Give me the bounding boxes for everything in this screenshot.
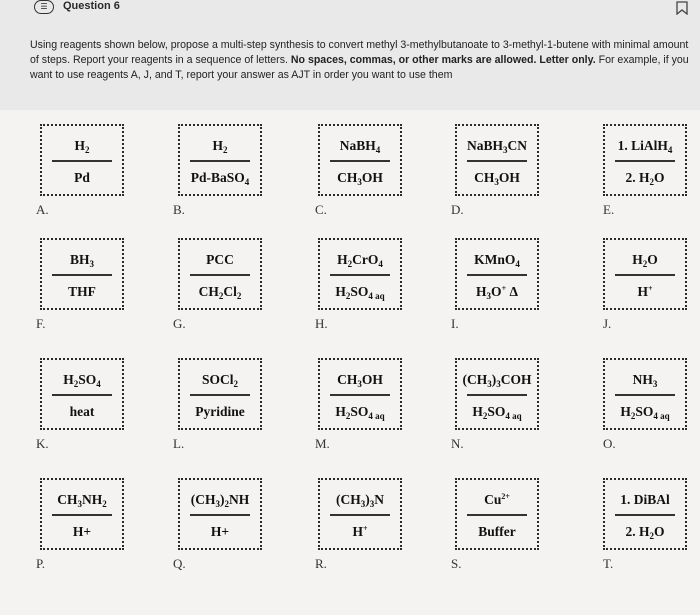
- reagent-bottom: 2. $H_2O$: [625, 524, 665, 541]
- question-prompt: [30, 38, 694, 83]
- reaction-bar: [52, 274, 112, 276]
- reaction-bar: [615, 394, 675, 396]
- reagent-bottom: $H_2SO_{4 aq}$: [620, 404, 670, 421]
- reagent-box-j: [603, 238, 687, 310]
- reagent-box-t: [603, 478, 687, 550]
- reaction-bar: [467, 160, 527, 162]
- reagent-box-d: [455, 124, 539, 196]
- reagent-letter: L.: [173, 436, 185, 451]
- reaction-bar: [52, 160, 112, 162]
- reagent-letter: K.: [36, 436, 49, 451]
- reagent-top: 1. LiAlH$_4$: [617, 138, 673, 155]
- reagent-bottom: $CH_2Cl_2$: [198, 284, 242, 301]
- reaction-bar: [330, 394, 390, 396]
- reaction-bar: [615, 274, 675, 276]
- prompt-bold: No spaces, commas, or other marks are allowed. Letter only.: [290, 54, 596, 66]
- reagent-bottom: Buffer: [478, 524, 516, 539]
- reagent-bottom: $CH_3OH$: [474, 170, 520, 187]
- reagent-bottom: H+: [210, 524, 230, 539]
- question-header: [0, 0, 700, 20]
- reagent-top: $CH_3NH_2$: [57, 492, 107, 509]
- reagent-box-e: [603, 124, 687, 196]
- reagent-box-l: [178, 358, 262, 430]
- reagent-box-s: [455, 478, 539, 550]
- reagent-letter: Q.: [173, 556, 186, 571]
- reagent-bottom: H+: [352, 524, 368, 539]
- reagent-box-h: [318, 238, 402, 310]
- reagent-top: $H_2SO_4$: [63, 372, 101, 389]
- reagent-box-o: [603, 358, 687, 430]
- reagent-letter: B.: [173, 202, 185, 217]
- reagent-top: KMnO$_4$: [474, 252, 520, 269]
- reaction-bar: [615, 514, 675, 516]
- question-title: Question 6: [63, 0, 120, 12]
- prompt-text-2: For example, if you want to use reagents A, J, and T, report your answer as AJT in order you want to use them: [30, 54, 689, 81]
- reaction-bar: [52, 394, 112, 396]
- reaction-bar: [615, 160, 675, 162]
- reaction-bar: [52, 514, 112, 516]
- reagent-box-m: [318, 358, 402, 430]
- reagent-top: PCC: [206, 252, 234, 267]
- reagent-bottom: Pd: [74, 170, 90, 185]
- reagent-top: $CH_3OH$: [337, 372, 383, 389]
- reagent-top: $BH_3$: [69, 252, 94, 269]
- reagent-top: $Cu^{2+}$: [484, 492, 510, 507]
- reagent-box-r: [318, 478, 402, 550]
- reagent-letter: H.: [315, 316, 328, 331]
- reaction-bar: [330, 514, 390, 516]
- reagent-bottom: heat: [69, 404, 95, 419]
- reagent-box-k: [40, 358, 124, 430]
- reagent-box-i: [455, 238, 539, 310]
- reagent-box-b: [178, 124, 262, 196]
- reagent-letter: S.: [451, 556, 462, 571]
- reaction-bar: [467, 394, 527, 396]
- reagent-box-p: [40, 478, 124, 550]
- reagent-letter: G.: [173, 316, 186, 331]
- reagent-bottom: Pd-BaSO$_4$: [190, 170, 250, 187]
- reagent-bottom: 2. $H_2O$: [625, 170, 665, 187]
- reagent-box-g: [178, 238, 262, 310]
- reagent-letter: P.: [36, 556, 46, 571]
- reaction-bar: [330, 274, 390, 276]
- reagent-box-c: [318, 124, 402, 196]
- reagent-bottom: $CH_3OH$: [337, 170, 383, 187]
- reagent-top: $(CH_3)_3N$: [336, 492, 384, 509]
- reagent-letter: T.: [603, 556, 614, 571]
- reagent-box-n: [455, 358, 539, 430]
- reagent-letter: O.: [603, 436, 616, 451]
- reagent-letter: N.: [451, 436, 464, 451]
- reagent-top: $H_2$: [212, 138, 228, 155]
- reagent-top: 1. DiBAl: [620, 492, 670, 507]
- reaction-bar: [190, 160, 250, 162]
- bookmark-icon[interactable]: [676, 1, 688, 15]
- prompt-text: Using reagents shown below, propose a multi-step synthesis to convert methyl 3-methylbutanoate to 3-methyl-1-butene with minimal amount of steps. Report your reagents in a sequence of letters.: [30, 39, 689, 66]
- reagent-top: $NH_3$: [632, 372, 658, 389]
- reagent-letter: I.: [451, 316, 459, 331]
- reagent-sheet-image: [0, 110, 700, 615]
- reagent-letter: M.: [315, 436, 330, 451]
- reagent-bottom: H+: [637, 284, 653, 299]
- reagent-top: NaBH$_4$: [339, 138, 381, 155]
- reagent-top: $H_2CrO_4$: [337, 252, 383, 269]
- reagent-bottom: $H_3O^+$ Δ: [476, 284, 518, 301]
- reagent-box-a: [40, 124, 124, 196]
- reagent-top: $H_2$: [74, 138, 90, 155]
- reagent-top: NaBH$_3$CN: [466, 138, 527, 155]
- list-icon[interactable]: ☰: [34, 0, 54, 14]
- reaction-bar: [190, 394, 250, 396]
- reagent-bottom: $H_2SO_{4 aq}$: [335, 284, 385, 301]
- reaction-bar: [467, 514, 527, 516]
- reagent-box-f: [40, 238, 124, 310]
- reagent-bottom: THF: [68, 284, 96, 299]
- reagent-top: $(CH_3)_3COH$: [462, 372, 532, 389]
- reagent-box-q: [178, 478, 262, 550]
- reagent-letter: C.: [315, 202, 327, 217]
- reagent-bottom: H+: [72, 524, 92, 539]
- reagent-letter: E.: [603, 202, 615, 217]
- reagent-letter: D.: [451, 202, 464, 217]
- reagent-letter: A.: [36, 202, 49, 217]
- reaction-bar: [330, 160, 390, 162]
- reagent-bottom: $H_2SO_{4 aq}$: [472, 404, 522, 421]
- reaction-bar: [190, 274, 250, 276]
- reaction-bar: [467, 274, 527, 276]
- reagent-top: SOCl$_2$: [201, 372, 238, 389]
- reagent-top: $(CH_3)_2NH$: [190, 492, 250, 509]
- reagent-bottom: $H_2SO_{4 aq}$: [335, 404, 385, 421]
- reagent-top: $H_2O$: [632, 252, 658, 269]
- reagent-letter: F.: [36, 316, 46, 331]
- reagent-letter: R.: [315, 556, 327, 571]
- reagent-letter: J.: [603, 316, 612, 331]
- reagent-bottom: Pyridine: [195, 404, 245, 419]
- reaction-bar: [190, 514, 250, 516]
